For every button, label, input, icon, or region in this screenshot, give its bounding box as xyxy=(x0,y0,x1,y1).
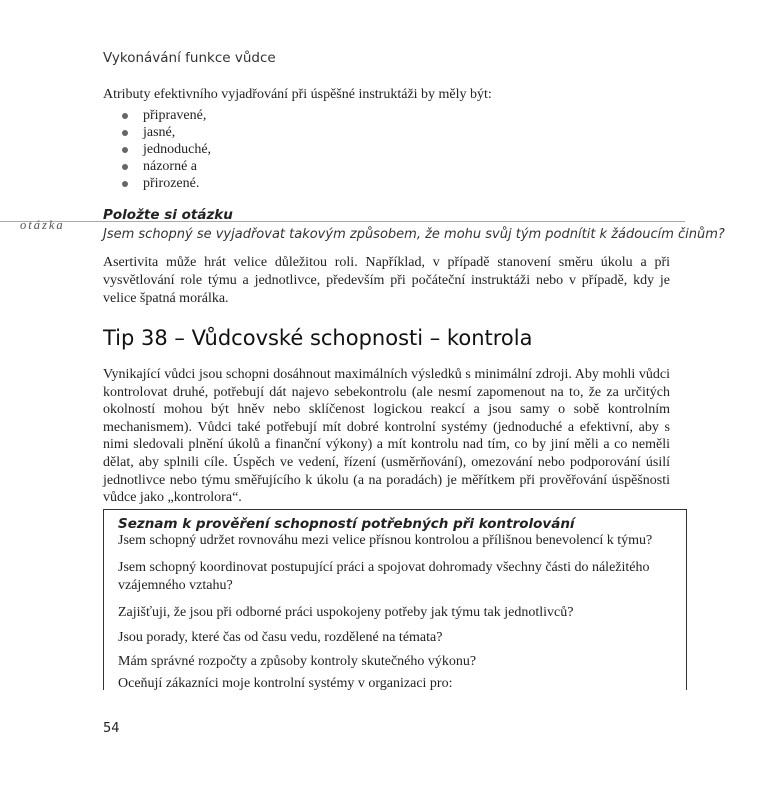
bullet-icon xyxy=(122,181,128,187)
body-paragraph-1: Asertivita může hrát velice důležitou roli. Například, v případě stanovení směru úkolu a při vysvětlování role týmu a jednotlivce, především při počáteční instruktáži nebo v případě, kdy je velice špatná morálka. xyxy=(103,255,670,306)
page-number: 54 xyxy=(103,721,120,736)
bullet-icon xyxy=(122,130,128,136)
body-paragraph-2: Vynikající vůdci jsou schopni dosáhnout maximálních výsledků s minimální zdroji. Aby mohli vůdci kontrolovat druhé, potřebují dát najevo sebekontrolu (ale nesmí zapomenout na to, že za určitých okolností mohou být hněv nebo sklíčenost logickou reakcí a jsou samy o sobě kontrolním mechanismem). Vůdci také potřebují mít dobré kontrolní systémy (jednoduché a efektivní, aby s nimi sledovali plnění úkolů a finanční výkony) a mít kontrolu nad tím, co by jiní měli a co neměli dělat, aby splnili cíle. Úspěch ve vedení, řízení (usměrňování), omezování nebo podporování úsilí jednotlivce nebo týmu směřujícího k úkolu (a na poradách) je měřítkem při prověřování úspěšnosti vůdce jako „kontrolora“. xyxy=(103,367,670,506)
list-item: jednoduché, xyxy=(122,141,211,158)
checklist-item: Mám správné rozpočty a způsoby kontroly skutečného výkonu? xyxy=(118,654,477,669)
list-item: přirozené. xyxy=(122,175,211,192)
question-text: Jsem schopný se vyjadřovat takovým způsobem, že mohu svůj tým podnítit k žádoucím činům? xyxy=(103,227,725,242)
list-item: připravené, xyxy=(122,107,211,124)
list-item: jasné, xyxy=(122,124,211,141)
attribute-list xyxy=(122,107,211,192)
bullet-icon xyxy=(122,147,128,153)
section-heading: Tip 38 – Vůdcovské schopnosti – kontrola xyxy=(103,326,533,350)
checklist-title: Seznam k prověření schopností potřebných při kontrolování xyxy=(118,516,575,532)
question-title: Položte si otázku xyxy=(103,207,233,223)
checklist-item: Jsem schopný koordinovat postupující práci a spojovat dohromady všechny části do náležitého vzájemného vztahu? xyxy=(118,560,650,593)
checklist-item: Oceňují zákazníci moje kontrolní systémy v organizaci pro: xyxy=(118,676,453,691)
running-head: Vykonávání funkce vůdce xyxy=(103,50,276,66)
intro-text: Atributy efektivního vyjadřování při úspěšné instruktáži by měly být: xyxy=(103,87,492,102)
bullet-icon xyxy=(122,113,128,119)
checklist-item: Zajišťuji, že jsou při odborné práci uspokojeny potřeby jak týmu tak jednotlivců? xyxy=(118,605,574,620)
list-item: názorné a xyxy=(122,158,211,175)
checklist-item: Jsou porady, které čas od času vedu, rozdělené na témata? xyxy=(118,630,443,645)
question-margin-label: otázka xyxy=(20,218,65,232)
checklist-box xyxy=(103,509,687,690)
checklist-item: Jsem schopný udržet rovnováhu mezi velice přísnou kontrolou a přílišnou benevolencí k týmu? xyxy=(118,533,653,548)
bullet-icon xyxy=(122,164,128,170)
